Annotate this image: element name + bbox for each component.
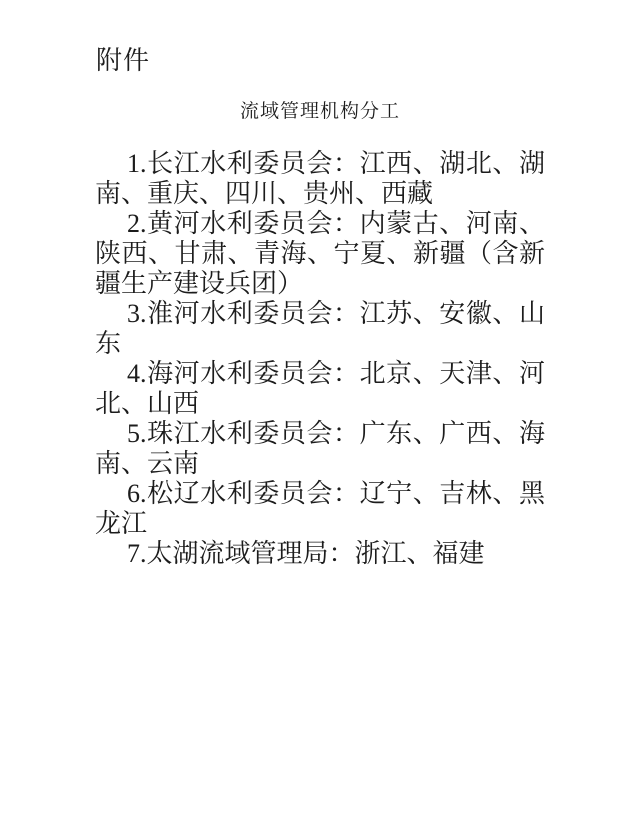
- assignment-item-songliao: 6.松辽水利委员会：辽宁、吉林、黑龙江: [95, 479, 545, 538]
- assignment-item-haihe: 4.海河水利委员会：北京、天津、河北、山西: [95, 359, 545, 418]
- assignment-item-huanghe: 2.黄河水利委员会：内蒙古、河南、陕西、甘肃、青海、宁夏、新疆（含新疆生产建设兵团）: [95, 209, 545, 298]
- assignment-item-huaihe: 3.淮河水利委员会：江苏、安徽、山东: [95, 299, 545, 358]
- assignment-item-taihu: 7.太湖流域管理局：浙江、福建: [127, 539, 485, 568]
- assignment-list: [95, 149, 545, 569]
- attachment-label: 附件: [96, 46, 151, 75]
- assignment-item-zhujiang: 5.珠江水利委员会：广东、广西、海南、云南: [95, 419, 545, 478]
- document-title: 流域管理机构分工: [239, 101, 400, 122]
- assignment-item-changjiang: 1.长江水利委员会：江西、湖北、湖南、重庆、四川、贵州、西藏: [95, 149, 545, 208]
